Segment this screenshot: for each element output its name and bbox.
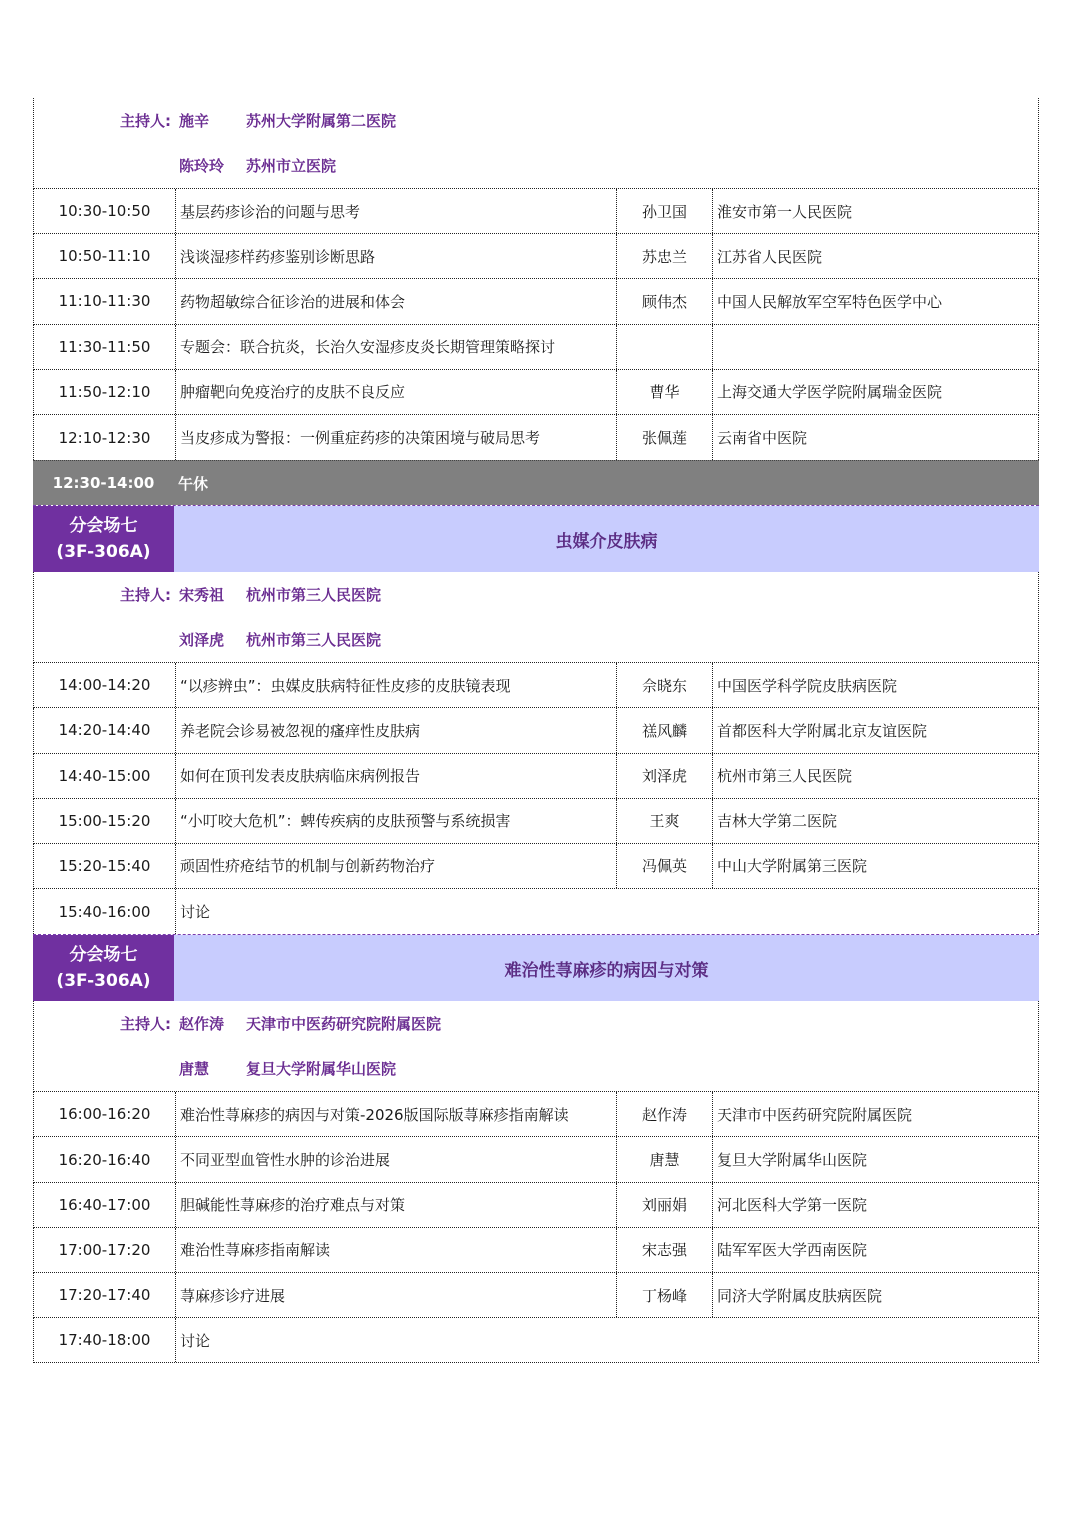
session-room: (3F-306A): [56, 542, 151, 563]
time-cell: 10:30-10:50: [58, 202, 151, 221]
speaker-cell: 佘晓东: [616, 663, 712, 707]
time-cell: 17:40-18:00: [58, 1331, 151, 1350]
time-cell: 15:40-16:00: [58, 902, 151, 921]
time-cell: 14:40-15:00: [58, 766, 151, 785]
time-cell: 17:20-17:40: [58, 1286, 151, 1305]
session-venue-label: [33, 506, 174, 572]
speaker-cell: 赵作涛: [616, 1092, 712, 1136]
host-label: 主持人:: [120, 1015, 171, 1034]
time-cell: 16:20-16:40: [58, 1150, 151, 1169]
topic-cell: 顽固性疥疮结节的机制与创新药物治疗: [175, 844, 616, 888]
session-title: 难治性荨麻疹的病因与对策: [174, 935, 1039, 1001]
speaker-cell: 丁杨峰: [616, 1273, 712, 1317]
table-row: [33, 189, 1039, 234]
org-cell: 杭州市第三人民医院: [712, 754, 1038, 798]
host-org: 苏州大学附属第二医院: [246, 112, 397, 130]
table-row: [33, 1092, 1039, 1137]
org-cell: [712, 325, 1038, 369]
org-cell: 天津市中医药研究院附属医院: [712, 1092, 1038, 1136]
table-row: [33, 708, 1039, 753]
session-room: (3F-306A): [56, 971, 151, 992]
speaker-cell: [616, 325, 712, 369]
topic-cell: “以疹辨虫”：虫媒皮肤病特征性皮疹的皮肤镜表现: [175, 663, 616, 707]
time-cell: 14:00-14:20: [58, 676, 151, 695]
org-cell: 上海交通大学医学院附属瑞金医院: [712, 370, 1038, 414]
host-label: 主持人:: [120, 112, 171, 130]
time-cell: 11:10-11:30: [58, 292, 151, 311]
host-label: 主持人:: [120, 586, 171, 605]
time-cell: 16:40-17:00: [58, 1195, 151, 1214]
speaker-cell: 唐慧: [616, 1137, 712, 1181]
host-block-1: [33, 98, 1039, 189]
org-cell: 吉林大学第二医院: [712, 799, 1038, 843]
time-cell: 12:10-12:30: [58, 428, 151, 447]
speaker-cell: 刘泽虎: [616, 754, 712, 798]
table-row: [33, 370, 1039, 415]
session-header: [33, 934, 1039, 1001]
host-block-3: [33, 1001, 1039, 1092]
host-name: 唐慧: [179, 1060, 210, 1079]
time-cell: 10:50-11:10: [58, 247, 151, 266]
topic-cell: 专题会：联合抗炎，长治久安湿疹皮炎长期管理策略探讨: [175, 325, 616, 369]
host-block-2: [33, 572, 1039, 663]
speaker-cell: 刘丽娟: [616, 1183, 712, 1227]
topic-cell: 讨论: [175, 889, 1038, 934]
topic-cell: 胆碱能性荨麻疹的治疗难点与对策: [175, 1183, 616, 1227]
table-row: [33, 415, 1039, 460]
host-org: 复旦大学附属华山医院: [246, 1060, 397, 1079]
org-cell: 江苏省人民医院: [712, 234, 1038, 278]
speaker-cell: 王爽: [616, 799, 712, 843]
table-row: [33, 1183, 1039, 1228]
org-cell: 淮安市第一人民医院: [712, 189, 1038, 233]
topic-cell: 浅谈湿疹样药疹鉴别诊断思路: [175, 234, 616, 278]
topic-cell: 难治性荨麻疹指南解读: [175, 1228, 616, 1272]
session-venue-label: [33, 935, 174, 1001]
org-cell: 中国人民解放军空军特色医学中心: [712, 279, 1038, 323]
time-cell: 14:20-14:40: [58, 721, 151, 740]
table-row: [33, 663, 1039, 708]
speaker-cell: 苏忠兰: [616, 234, 712, 278]
speaker-cell: 冯佩英: [616, 844, 712, 888]
topic-cell: 肿瘤靶向免疫治疗的皮肤不良反应: [175, 370, 616, 414]
break-time: 12:30-14:00: [52, 474, 155, 493]
host-name: 刘泽虎: [179, 631, 225, 650]
table-row: [33, 279, 1039, 324]
table-row: [33, 799, 1039, 844]
org-cell: 中国医学科学院皮肤病医院: [712, 663, 1038, 707]
time-cell: 11:30-11:50: [58, 337, 151, 356]
session-title: 虫媒介皮肤病: [174, 506, 1039, 572]
time-cell: 15:20-15:40: [58, 856, 151, 875]
time-cell: 15:00-15:20: [58, 811, 151, 830]
session-name: 分会场七: [69, 516, 138, 537]
speaker-cell: 顾伟杰: [616, 279, 712, 323]
table-row: [33, 754, 1039, 799]
topic-cell: 难治性荨麻疹的病因与对策-2026版国际版荨麻疹指南解读: [175, 1092, 616, 1136]
table-row: [33, 1228, 1039, 1273]
topic-cell: 基层药疹诊治的问题与思考: [175, 189, 616, 233]
host-org: 杭州市第三人民医院: [246, 586, 382, 605]
topic-cell: “小叮咬大危机”：蜱传疾病的皮肤预警与系统损害: [175, 799, 616, 843]
org-cell: 同济大学附属皮肤病医院: [712, 1273, 1038, 1317]
topic-cell: 养老院会诊易被忽视的瘙痒性皮肤病: [175, 708, 616, 752]
speaker-cell: 张佩莲: [616, 415, 712, 460]
topic-cell: 如何在顶刊发表皮肤病临床病例报告: [175, 754, 616, 798]
org-cell: 河北医科大学第一医院: [712, 1183, 1038, 1227]
time-cell: 16:00-16:20: [58, 1105, 151, 1124]
topic-cell: 药物超敏综合征诊治的进展和体会: [175, 279, 616, 323]
host-org: 苏州市立医院: [246, 157, 337, 175]
topic-cell: 不同亚型血管性水肿的诊治进展: [175, 1137, 616, 1181]
topic-cell: 当皮疹成为警报：一例重症药疹的决策困境与破局思考: [175, 415, 616, 460]
org-cell: 陆军军医大学西南医院: [712, 1228, 1038, 1272]
time-cell: 17:00-17:20: [58, 1240, 151, 1259]
host-org: 杭州市第三人民医院: [246, 631, 382, 650]
session-header: [33, 505, 1039, 572]
table-row: [33, 1273, 1039, 1318]
break-label: 午休: [178, 474, 209, 493]
time-cell: 11:50-12:10: [58, 382, 151, 401]
host-org: 天津市中医药研究院附属医院: [246, 1015, 442, 1034]
table-row: [33, 325, 1039, 370]
table-row: [33, 1137, 1039, 1182]
speaker-cell: 曹华: [616, 370, 712, 414]
discussion-row: [33, 1318, 1039, 1363]
org-cell: 中山大学附属第三医院: [712, 844, 1038, 888]
org-cell: 云南省中医院: [712, 415, 1038, 460]
discussion-row: [33, 889, 1039, 934]
session-name: 分会场七: [69, 945, 138, 966]
org-cell: 首都医科大学附属北京友谊医院: [712, 708, 1038, 752]
table-row: [33, 844, 1039, 889]
org-cell: 复旦大学附属华山医院: [712, 1137, 1038, 1181]
host-name: 陈玲玲: [179, 157, 225, 175]
speaker-cell: 禚风麟: [616, 708, 712, 752]
schedule-sheet: [33, 98, 1039, 1363]
topic-cell: 讨论: [175, 1318, 1038, 1362]
speaker-cell: 宋志强: [616, 1228, 712, 1272]
host-name: 宋秀祖: [179, 586, 225, 605]
host-name: 赵作涛: [179, 1015, 225, 1034]
host-name: 施辛: [179, 112, 210, 130]
lunch-break-bar: [33, 460, 1039, 505]
topic-cell: 荨麻疹诊疗进展: [175, 1273, 616, 1317]
table-row: [33, 234, 1039, 279]
speaker-cell: 孙卫国: [616, 189, 712, 233]
